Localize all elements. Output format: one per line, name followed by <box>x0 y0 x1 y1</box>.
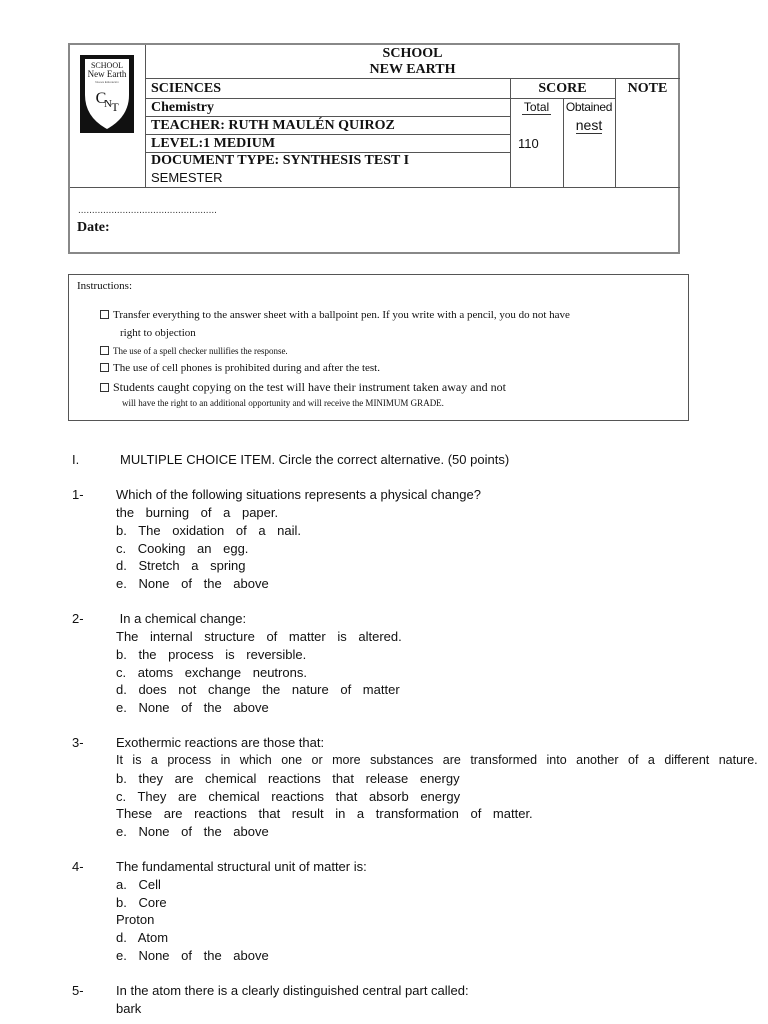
answer-option[interactable]: a. Cell <box>116 877 161 892</box>
answer-option[interactable]: Proton <box>116 912 155 927</box>
divider <box>145 78 680 79</box>
total-value: 110 <box>518 136 539 151</box>
logo-monogram: N <box>104 98 112 110</box>
checkbox-icon <box>100 383 109 392</box>
school-name: NEW EARTH <box>369 62 456 77</box>
level-label: LEVEL:1 MEDIUM <box>151 136 276 151</box>
question-number: 5- <box>72 983 84 998</box>
note-label: NOTE <box>627 81 668 96</box>
question-text: The fundamental structural unit of matter is: <box>116 859 367 874</box>
section-numeral: I. <box>72 452 80 467</box>
school-name: SCHOOL <box>382 46 443 61</box>
answer-option[interactable]: bark <box>116 1001 142 1016</box>
instruction-item: Students caught copying on the test will have their instrument taken away and not <box>100 380 506 395</box>
checkbox-icon <box>100 310 109 319</box>
logo-text: Nueva Educación <box>95 80 119 84</box>
checkbox-icon <box>100 346 109 355</box>
answer-option[interactable]: the burning of a paper. <box>116 505 279 520</box>
answer-option[interactable]: e. None of the above <box>116 824 269 839</box>
question-text: Exothermic reactions are those that: <box>116 735 325 750</box>
instruction-item: The use of cell phones is prohibited during and after the test. <box>100 362 380 374</box>
answer-option[interactable]: d. Atom <box>116 930 169 945</box>
instruction-item: Transfer everything to the answer sheet with a ballpoint pen. If you write with a pencil, you do not have <box>100 309 570 321</box>
subject-label: SCIENCES <box>151 81 222 96</box>
answer-option[interactable]: The internal structure of matter is altered. <box>116 629 402 644</box>
header-table <box>68 43 680 254</box>
instruction-item: The use of a spell checker nullifies the response. <box>100 346 288 356</box>
divider <box>145 134 510 135</box>
question-number: 2- <box>72 611 84 626</box>
score-label: SCORE <box>538 81 587 96</box>
instructions-title: Instructions: <box>77 280 132 292</box>
logo-text: New Earth <box>87 69 127 79</box>
answer-option[interactable]: d. does not change the nature of matter <box>116 682 400 697</box>
question-text: In the atom there is a clearly distinguished central part called: <box>116 983 469 998</box>
answer-option[interactable]: c. Cooking an egg. <box>116 541 249 556</box>
divider <box>70 187 680 188</box>
checkbox-icon <box>100 363 109 372</box>
question-text: Which of the following situations represents a physical change? <box>116 487 481 502</box>
answer-option[interactable]: e. None of the above <box>116 948 269 963</box>
question-text: In a chemical change: <box>116 611 247 626</box>
answer-option[interactable]: d. Stretch a spring <box>116 558 246 573</box>
answer-option[interactable]: c. They are chemical reactions that absorb energy <box>116 789 461 804</box>
question-number: 1- <box>72 487 84 502</box>
answer-option[interactable]: b. they are chemical reactions that release energy <box>116 771 460 786</box>
answer-option[interactable]: These are reactions that result in a transformation of matter. <box>116 806 533 821</box>
answer-option[interactable]: It is a process in which one or more substances are transformed into another of a different nature. <box>116 753 758 767</box>
date-label: Date: <box>77 220 110 235</box>
course-label: Chemistry <box>151 100 214 115</box>
answer-option[interactable]: c. atoms exchange neutrons. <box>116 665 307 680</box>
document-type: DOCUMENT TYPE: SYNTHESIS TEST I <box>151 153 410 168</box>
total-label: Total <box>523 100 550 114</box>
answer-option[interactable]: b. Core <box>116 895 167 910</box>
school-logo <box>80 55 134 133</box>
divider <box>145 98 615 99</box>
question-number: 3- <box>72 735 84 750</box>
obtained-label: Obtained <box>565 100 613 114</box>
logo-monogram: C <box>95 90 107 107</box>
instructions-box <box>68 274 689 421</box>
question-number: 4- <box>72 859 84 874</box>
answer-option[interactable]: b. the process is reversible. <box>116 647 307 662</box>
answer-option[interactable]: b. The oxidation of a nail. <box>116 523 302 538</box>
answer-option[interactable]: e. None of the above <box>116 576 269 591</box>
logo-monogram: T <box>111 100 119 114</box>
answer-option[interactable]: e. None of the above <box>116 700 269 715</box>
instruction-item: right to objection <box>120 327 196 339</box>
instruction-item: will have the right to an additional opportunity and will receive the MINIMUM GRADE. <box>122 398 444 408</box>
section-title: MULTIPLE CHOICE ITEM. Circle the correct alternative. (50 points) <box>120 452 510 467</box>
obtained-value: nest <box>575 117 603 133</box>
divider <box>145 116 510 117</box>
teacher-label: TEACHER: RUTH MAULÉN QUIROZ <box>151 118 395 133</box>
logo-text: SCHOOL <box>90 61 124 70</box>
semester-label: SEMESTER <box>151 170 223 185</box>
name-line: .................................................. <box>78 205 217 216</box>
